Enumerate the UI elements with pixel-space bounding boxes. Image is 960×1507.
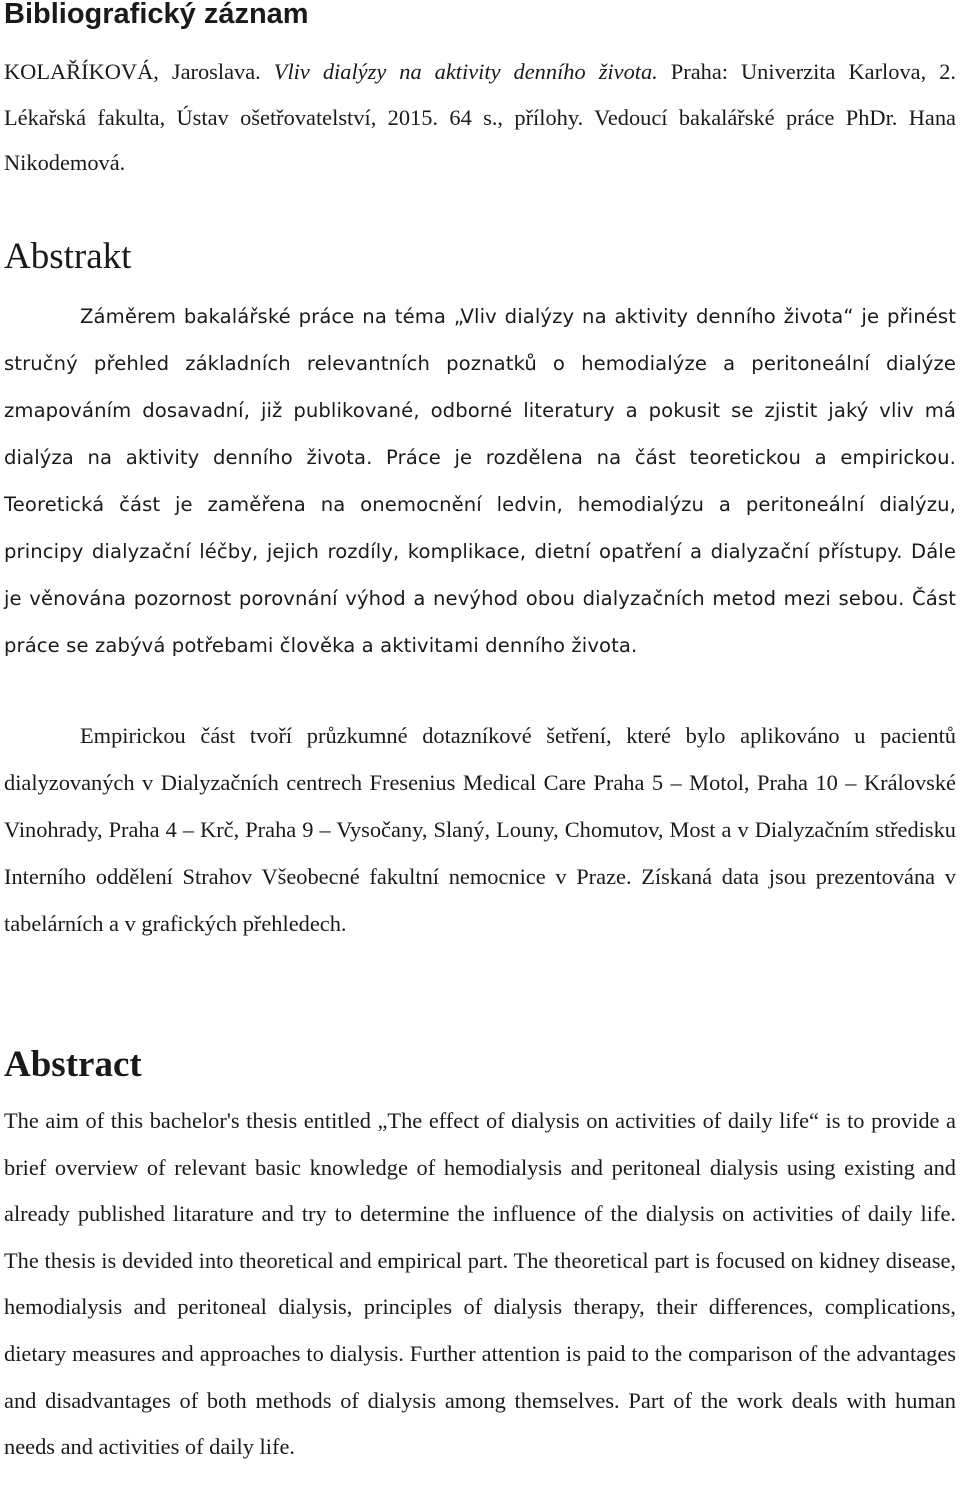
bibliographic-record-heading: Bibliografický záznam: [4, 0, 309, 30]
abstract-paragraph: The aim of this bachelor's thesis entitled „The effect of dialysis on activities of daily life“ is to provide a brief overview of relevant basic knowledge of hemodialysis and peritoneal dialysis using existing and already published litarature and try to determine the influence of the dialysis on activities of daily life. The thesis is devided into theoretical and empirical part. The theoretical part is focused on kidney disease, hemodialysis and peritoneal dialysis, principles of dialysis therapy, their differences, complications, dietary measures and approaches to dialysis. Further attention is paid to the comparison of the advantages and disadvantages of both methods of dialysis among themselves. Part of the work deals with human needs and activities of daily life.: [4, 1108, 956, 1460]
bibliographic-record-text: [4, 49, 956, 186]
thesis-title: Vliv dialýzy na aktivity denního života.: [273, 59, 658, 84]
abstrakt-paragraph-2: Empirickou část tvoří průzkumné dotazníkové šetření, které bylo aplikováno u pacientů dialyzovaných v Dialyzačních centrech Fresenius Medical Care Praha 5 – Motol, Praha 10 – Královské Vinohrady, Praha 4 – Krč, Praha 9 – Vysočany, Slaný, Louny, Chomutov, Most a v Dialyzačním středisku Interního oddělení Strahov Všeobecné fakultní nemocnice v Praze. Získaná data jsou prezentována v tabelárních a v grafických přehledech.: [4, 723, 956, 936]
abstrakt-paragraph-1: Záměrem bakalářské práce na téma „Vliv dialýzy na aktivity denního života“ je přinést stručný přehled základních relevantních poznatků o hemodialýze a peritoneální dialýze zmapováním dosavadní, již publikované, odborné literatury a pokusit se zjistit jaký vliv má dialýza na aktivity denního života. Práce je rozdělena na část teoretickou a empirickou. Teoretická část je zaměřena na onemocnění ledvin, hemodialýzu a peritoneální dialýzu, principy dialyzační léčby, jejich rozdíly, komplikace, dietní opatření a dialyzační přístupy. Dále je věnována pozornost porovnání výhod a nevýhod obou dialyzačních metod mezi sebou. Část práce se zabývá potřebami člověka a aktivitami denního života.: [4, 305, 956, 657]
abstract-heading: Abstract: [4, 1044, 142, 1085]
abstrakt-heading: Abstrakt: [4, 236, 132, 277]
publication-details: Praha: Univerzita Karlova, 2. Lékařská fakulta, Ústav ošetřovatelství, 2015. 64 s., přílohy. Vedoucí bakalářské práce PhDr. Hana Nikodemová.: [4, 59, 957, 175]
author: KOLAŘÍKOVÁ, Jaroslava.: [4, 59, 261, 84]
